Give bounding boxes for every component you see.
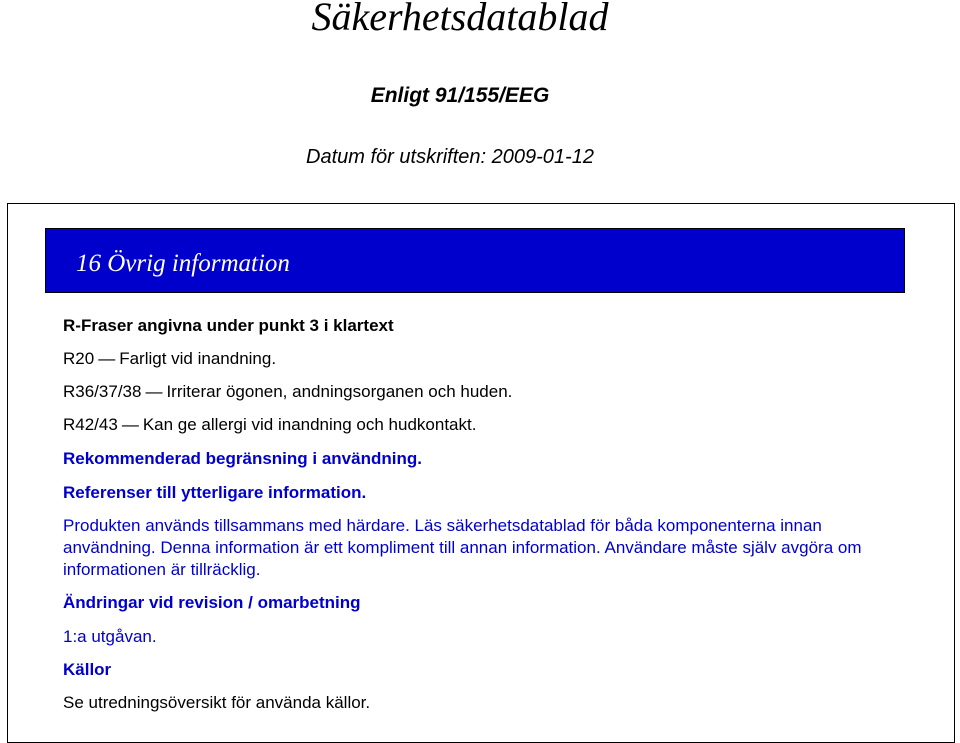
references-heading: Referenser till ytterligare information. (63, 483, 367, 502)
sources-heading: Källor (63, 660, 112, 679)
revision-heading: Ändringar vid revision / omarbetning (63, 593, 361, 612)
r-phrase-text: Kan ge allergi vid inandning och hudkontakt. (142, 415, 477, 434)
r-phrase-dash: — (121, 415, 139, 434)
r-phrase-dash: — (98, 349, 116, 368)
r-phrase-row (63, 348, 276, 369)
document-title: Säkerhetsdatablad (311, 0, 609, 39)
section-header (45, 228, 905, 293)
r-phrase-code: R20 (63, 349, 95, 368)
r-phrase-row (63, 414, 476, 435)
r-phrase-text: Farligt vid inandning. (119, 349, 277, 368)
r-phrase-code: R36/37/38 (63, 382, 142, 401)
r-phrase-code: R42/43 (63, 415, 118, 434)
section-heading: 16 Övrig information (76, 250, 290, 277)
references-text: Produkten används tillsammans med härdare. Läs säkerhetsdatablad för båda komponenterna innan användning. Denna information är ett kompliment till annan information. Användare måste själv avgöra om informationen är tillräcklig. (63, 516, 862, 579)
r-phrases-heading: R-Fraser angivna under punkt 3 i klartext (63, 316, 394, 335)
sources-text: Se utredningsöversikt för använda källor. (63, 693, 371, 712)
r-phrase-text: Irriterar ögonen, andningsorganen och huden. (166, 382, 513, 401)
r-phrase-dash: — (145, 382, 163, 401)
restriction-heading: Rekommenderad begränsning i användning. (63, 449, 422, 468)
r-phrase-row (63, 381, 512, 402)
print-date: Datum för utskriften: 2009-01-12 (306, 146, 594, 168)
revision-text: 1:a utgåvan. (63, 627, 157, 646)
document-subtitle: Enligt 91/155/EEG (370, 84, 550, 107)
